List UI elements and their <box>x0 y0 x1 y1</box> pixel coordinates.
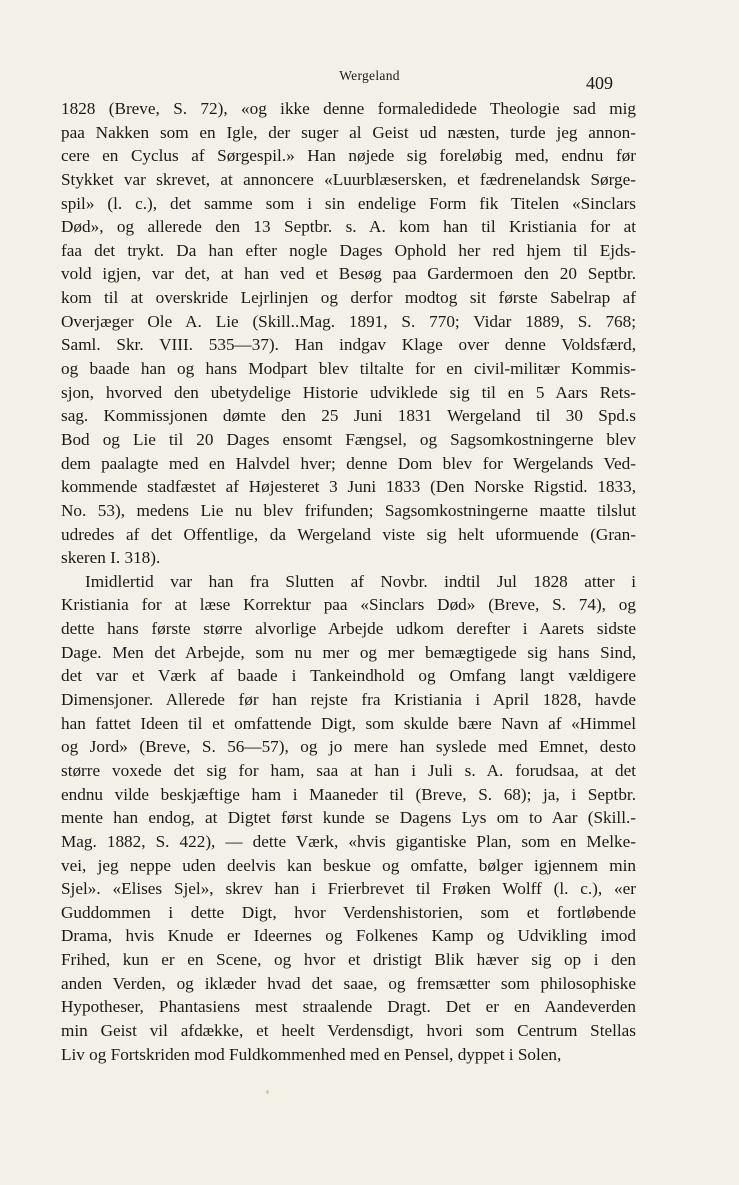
text-line: mente han endog, at Digtet først kunde se Dagens Lys om to Aar (Skill.- <box>61 808 636 828</box>
text-line: cere en Cyclus af Sørgespil.» Han nøjede sig foreløbig med, endnu før <box>61 146 636 166</box>
text-line: Hypotheser, Phantasiens mest straalende Dragt. Det er en Aandeverden <box>61 997 636 1017</box>
running-title: Wergeland <box>339 68 400 83</box>
text-line: udredes af det Offentlige, da Wergeland viste sig helt uformuende (Gran- <box>61 524 636 544</box>
text-line: dette hans første større alvorlige Arbejde udkom derefter i Aarets sidste <box>61 619 636 639</box>
text-line: Guddommen i dette Digt, hvor Verdenshistorien, som et fortløbende <box>61 902 636 922</box>
text-line: han fattet Ideen til et omfattende Digt, som skulde bære Navn af «Himmel <box>61 713 636 733</box>
text-line: vei, jeg neppe uden deelvis kan beskue og omfatte, bølger igjennem min <box>61 855 636 875</box>
text-line: Bod og Lie til 20 Dages ensomt Fængsel, og Sagsomkostningerne blev <box>61 429 636 449</box>
text-line: Overjæger Ole A. Lie (Skill..Mag. 1891, S. 770; Vidar 1889, S. 768; <box>61 311 636 331</box>
text-line: større voxede det sig for ham, saa at han i Juli s. A. forudsaa, at det <box>61 760 636 780</box>
page-number: 409 <box>586 73 613 93</box>
text-line: Stykket var skrevet, at annoncere «Luurblæsersken, et fædrenelandsk Sørge- <box>61 169 636 189</box>
text-line: Drama, hvis Knude er Ideernes og Folkenes Kamp og Udvikling imod <box>61 926 636 946</box>
text-line: paa Nakken som en Igle, der suger al Geist ud næsten, turde jeg annon- <box>61 122 636 142</box>
paper-speck <box>266 1090 269 1094</box>
text-line: Død», og allerede den 13 Septbr. s. A. kom han til Kristiania for at <box>61 217 636 237</box>
text-line: sag. Kommissjonen dømte den 25 Juni 1831 Wergeland til 30 Spd.s <box>61 406 636 426</box>
text-line: endnu vilde beskjæftige ham i Maaneder til (Breve, S. 68); ja, i Septbr. <box>61 784 636 804</box>
text-line: Kristiania for at læse Korrektur paa «Sinclars Død» (Breve, S. 74), og <box>61 595 636 615</box>
text-line: Mag. 1882, S. 422), — dette Værk, «hvis gigantiske Plan, som en Melke- <box>61 831 636 851</box>
text-line: skeren I. 318). <box>61 548 161 568</box>
text-line: No. 53), medens Lie nu blev frifunden; Sagsomkostningerne maatte tilslut <box>61 500 636 520</box>
text-line: og Jord» (Breve, S. 56—57), og jo mere han syslede med Emnet, desto <box>61 737 636 757</box>
text-line: det var et Værk af baade i Tankeindhold og Omfang langt vældigere <box>61 666 636 686</box>
text-line: kommende stadfæstet af Højesteret 3 Juni 1833 (Den Norske Rigstid. 1833, <box>61 477 636 497</box>
text-line: 1828 (Breve, S. 72), «og ikke denne formaledidede Theologie sad mig <box>61 99 636 118</box>
text-line: Sjel». «Elises Sjel», skrev han i Frierbrevet til Frøken Wolff (l. c.), «er <box>61 879 636 899</box>
text-line: vold igjen, var det, at han ved et Besøg paa Gardermoen den 20 Septbr. <box>61 264 636 284</box>
text-line: Imidlertid var han fra Slutten af Novbr. indtil Jul 1828 atter i <box>85 571 636 591</box>
text-line: min Geist vil afdække, et heelt Verdensdigt, hvori som Centrum Stellas <box>61 1020 636 1040</box>
body-text <box>61 97 636 1066</box>
text-line: spil» (l. c.), det samme som i sin endelige Form fik Titelen «Sinclars <box>61 193 636 213</box>
text-line: faa det trykt. Da han efter nogle Dages Ophold her red hjem til Ejds- <box>61 240 636 260</box>
text-line: dem paalagte med en Halvdel hver; denne Dom blev for Wergelands Ved- <box>61 453 636 473</box>
text-line: anden Verden, og iklæder hvad det saae, og fremsætter som philosophiske <box>61 973 636 993</box>
text-line: Dimensjoner. Allerede før han rejste fra Kristiania i April 1828, havde <box>61 690 636 710</box>
text-line: Dage. Men det Arbejde, som nu mer og mer bemægtigede sig hans Sind, <box>61 642 636 662</box>
text-line: sjon, hvorved den ubetydelige Historie udviklede sig til en 5 Aars Rets- <box>61 382 636 402</box>
text-line: Liv og Fortskriden mod Fuldkommenhed med en Pensel, dyppet i Solen, <box>61 1044 562 1064</box>
text-line: Frihed, kun er en Scene, og hvor et dristigt Blik hæver sig op i den <box>61 950 636 970</box>
text-line: Saml. Skr. VIII. 535—37). Han indgav Klage over denne Voldsfærd, <box>61 335 636 355</box>
text-line: kom til at overskride Lejrlinjen og derfor modtog sit første Sabelrap af <box>61 288 636 308</box>
text-line: og baade han og hans Modpart blev tiltalte for en civil-militær Kommis- <box>61 359 636 379</box>
